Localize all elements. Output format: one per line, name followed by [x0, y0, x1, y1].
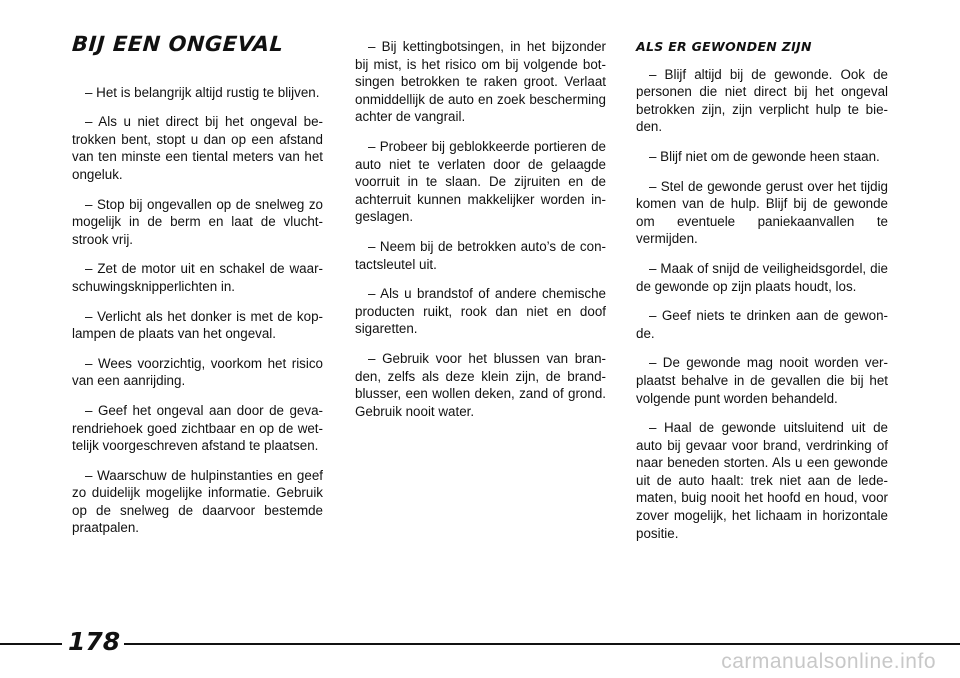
paragraph: – Wees voorzichtig, voorkom het risico van een aanrijding.	[72, 355, 323, 389]
column-right	[636, 38, 888, 554]
paragraph: – Stop bij ongevallen op de snelweg zo mogelijk in de berm en laat de vluchtstrook vrij.	[72, 196, 323, 247]
paragraph: – Neem bij de betrokken auto’s de contactsleutel uit.	[355, 238, 606, 272]
paragraph: – Stel de gewonde gerust over het tijdig komen van de hulp. Blijf bij de gewonde om eventuele paniekaanvallen te vermijden.	[636, 178, 888, 247]
paragraph: – Zet de motor uit en schakel de waarschuwingsknipperlichten in.	[72, 261, 323, 294]
paragraph: – Blijf altijd bij de gewonde. Ook de personen die niet direct bij het ongeval betrokken zijn, zijn verplicht hulp te bieden.	[636, 66, 888, 135]
paragraph: – Verlicht als het donker is met de koplampen de plaats van het ongeval.	[72, 308, 323, 342]
paragraph: – Blijf niet om de gewonde heen staan.	[649, 148, 880, 164]
column-left	[71, 32, 323, 549]
paragraph: – Probeer bij geblokkeerde portieren de auto niet te verlaten door de gelaagde voorruit in te slaan. De zijruiten en de achterruit kunnen makkelijker worden ingeslagen.	[355, 138, 606, 225]
paragraph: – Als u niet direct bij het ongeval betrokken bent, stopt u dan op een afstand van ten minste een tiental meters van het ongeluk.	[72, 114, 323, 182]
paragraph: – Waarschuw de hulpinstanties en geef zo duidelijk mogelijke informatie. Gebruik op de snelweg de daarvoor bestemde praatpalen.	[72, 467, 323, 536]
paragraph: – Haal de gewonde uitsluitend uit de auto bij gevaar voor brand, verdrinking of naar beneden storten. Als u een gewonde uit de auto haalt: trek niet aan de ledematen, buig nooit het hoofd en houd, voor zover mogelijk, het lichaam in horizontale positie.	[636, 420, 888, 541]
watermark: carmanualsonline.info	[721, 650, 936, 673]
paragraph: – Bij kettingbotsingen, in het bijzonder bij mist, is het risico om bij volgende botsingen betrokken te raken groot. Verlaat onmiddellijk de auto en zoek bescherming achter de vangrail.	[355, 39, 606, 125]
footer-rule-right	[124, 643, 960, 645]
paragraph: – Gebruik voor het blussen van branden, zelfs als deze klein zijn, de brandblusser, een wollen deken, zand of grond. Gebruik nooit water.	[355, 350, 606, 419]
page-number: 178	[68, 627, 121, 656]
paragraph: – Geef niets te drinken aan de gewonde.	[636, 308, 888, 341]
column-middle	[355, 38, 606, 432]
paragraph: – Het is belangrijk altijd rustig te blijven.	[85, 84, 320, 100]
paragraph: – De gewonde mag nooit worden verplaatst behalve in de gevallen die bij het volgende punt worden behandeld.	[636, 355, 888, 406]
subsection-title: ALS ER GEWONDEN ZIJN	[636, 39, 812, 54]
paragraph: – Als u brandstof of andere chemische producten ruikt, rook dan niet en doof sigaretten.	[355, 286, 606, 337]
paragraph: – Maak of snijd de veiligheidsgordel, die de gewonde op zijn plaats houdt, los.	[636, 260, 888, 294]
paragraph: – Geef het ongeval aan door de gevarendriehoek goed zichtbaar en op de wettelijk voorgeschreven afstand te plaatsen.	[72, 402, 323, 454]
footer-rule-left	[0, 643, 62, 645]
section-title: BIJ EEN ONGEVAL	[71, 32, 285, 56]
